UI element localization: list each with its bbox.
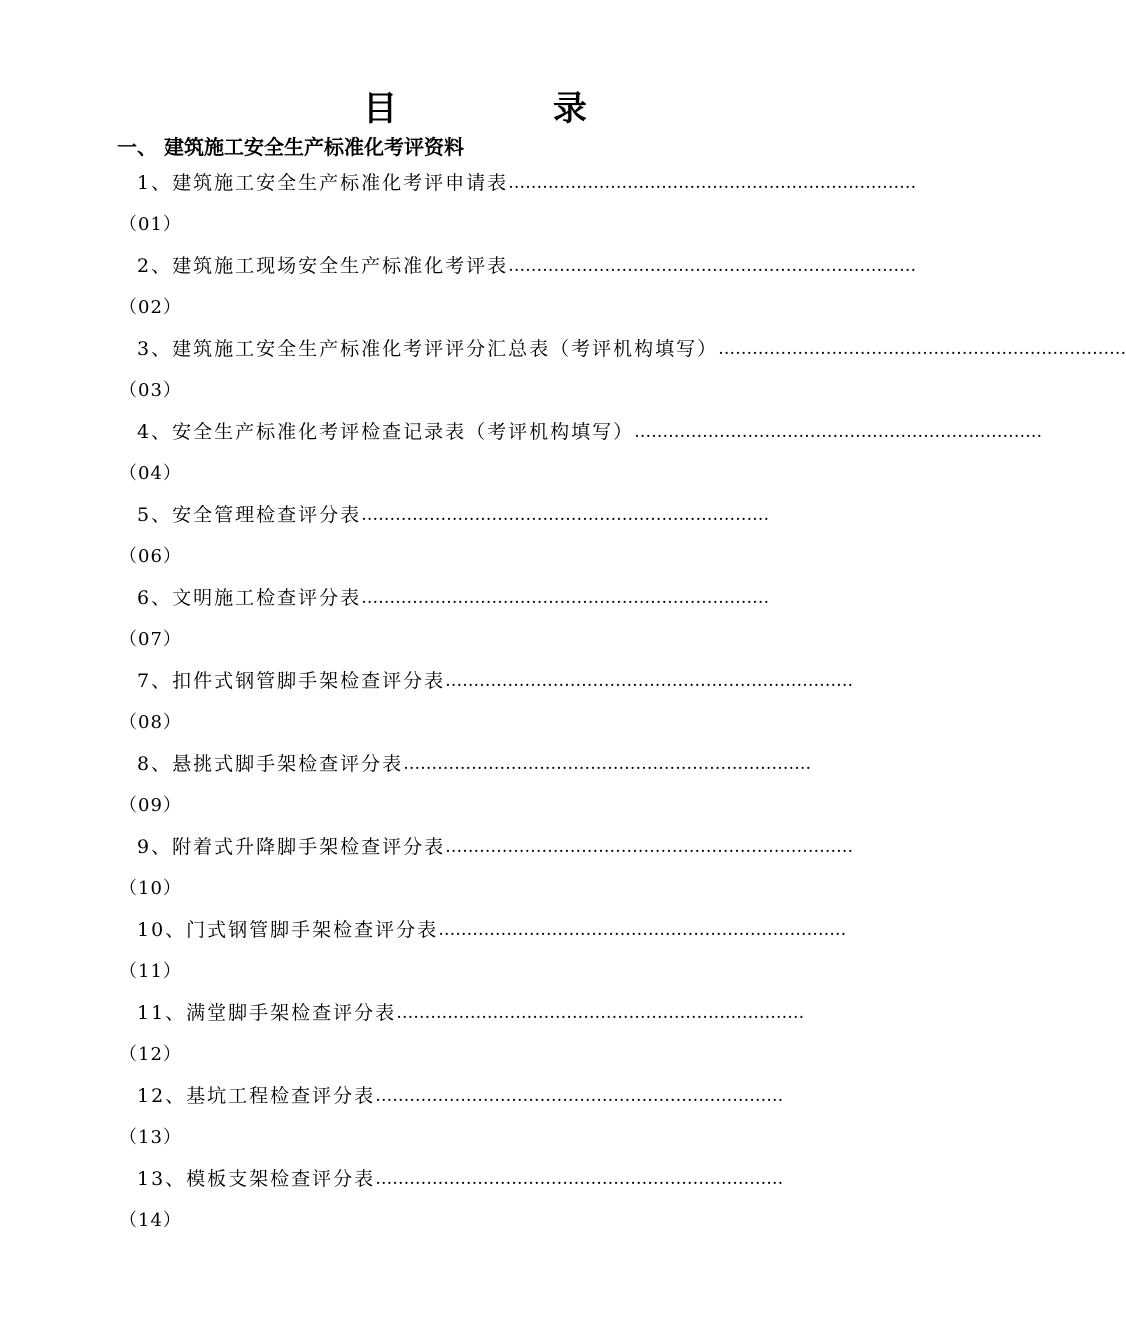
toc-entry-line [137, 914, 847, 946]
toc-entry [0, 997, 950, 1080]
toc-entry [0, 1163, 950, 1246]
toc-entry-line [137, 167, 917, 199]
toc-entry-page-number: （08） [119, 712, 182, 733]
toc-entry-title: 9、附着式升降脚手架检查评分表 [137, 836, 446, 858]
toc-entry [0, 333, 1126, 416]
toc-entry-page-number: （12） [119, 1044, 182, 1065]
toc-entry [0, 499, 950, 582]
toc-dot-leader: ……………………………………………………………… [445, 837, 854, 857]
toc-entry-page-number: （11） [119, 961, 182, 982]
toc-entry-line [137, 665, 854, 697]
toc-entry-line [137, 1080, 830, 1112]
toc-entry-title: 4、安全生产标准化考评检查记录表（考评机构填写） [137, 421, 635, 443]
toc-entry-title: 8、悬挑式脚手架检查评分表 [137, 753, 404, 775]
toc-entry-title: 3、建筑施工安全生产标准化考评评分汇总表（考评机构填写） [137, 338, 719, 360]
toc-entry-page-number: （13） [119, 1127, 182, 1148]
toc-dot-leader: ……………………………………………………………… [445, 671, 854, 691]
toc-entry-title: 11、满堂脚手架检查评分表 [137, 1002, 397, 1024]
toc-entry [0, 582, 950, 665]
toc-entry-page-number: （04） [119, 463, 182, 484]
toc-entry-title: 13、模板支架检查评分表 [137, 1168, 376, 1190]
toc-entry-page-number: （10） [119, 878, 182, 899]
toc-entry-line [137, 1163, 830, 1195]
toc-entry-line [137, 997, 830, 1029]
toc-entry-page-number: （07） [119, 629, 182, 650]
toc-entry-line [137, 582, 830, 614]
toc-entry-title: 2、建筑施工现场安全生产标准化考评表 [137, 255, 509, 277]
toc-entry-line [137, 831, 854, 863]
toc-entry-title: 6、文明施工检查评分表 [137, 587, 362, 609]
toc-dot-leader: ……………………………………………………………… [508, 173, 917, 193]
page-title: 目 录 [363, 89, 659, 129]
toc-dot-leader: ……………………………………………………………… [396, 1003, 805, 1023]
toc-dot-leader: ……………………………………………………………… [375, 1086, 784, 1106]
toc-entry-line [137, 499, 830, 531]
toc-entry [0, 831, 950, 914]
toc-entry-page-number: （03） [119, 380, 182, 401]
toc-entry-line [137, 416, 1043, 448]
toc-entry [0, 914, 950, 997]
toc-entry-page-number: （02） [119, 297, 182, 318]
toc-entry [0, 167, 950, 250]
toc-entry-title: 10、门式钢管脚手架检查评分表 [137, 919, 439, 941]
toc-entry-line [137, 333, 1126, 365]
section-heading: 一、 建筑施工安全生产标准化考评资料 [117, 135, 464, 159]
toc-dot-leader: ……………………………………………………………… [361, 588, 770, 608]
toc-dot-leader: ……………………………………………………………… [361, 505, 770, 525]
toc-entry-page-number: （01） [119, 214, 182, 235]
toc-entry [0, 416, 1043, 499]
toc-entry-line [137, 250, 917, 282]
toc-entry-line [137, 748, 830, 780]
toc-dot-leader: ……………………………………………………………… [438, 920, 847, 940]
toc-dot-leader: ……………………………………………………………… [634, 422, 1043, 442]
toc-entry [0, 748, 950, 831]
toc-entry-title: 1、建筑施工安全生产标准化考评申请表 [137, 172, 509, 194]
toc-entry-title: 7、扣件式钢管脚手架检查评分表 [137, 670, 446, 692]
toc-entry [0, 1080, 950, 1163]
toc-dot-leader: ……………………………………………………………… [718, 339, 1126, 359]
toc-entry-page-number: （14） [119, 1210, 182, 1231]
toc-entry-page-number: （09） [119, 795, 182, 816]
toc-entry [0, 250, 950, 333]
toc-dot-leader: ……………………………………………………………… [375, 1169, 784, 1189]
toc-entry-page-number: （06） [119, 546, 182, 567]
toc-entry [0, 665, 950, 748]
toc-entry-title: 12、基坑工程检查评分表 [137, 1085, 376, 1107]
toc-entry-title: 5、安全管理检查评分表 [137, 504, 362, 526]
toc-dot-leader: ……………………………………………………………… [508, 256, 917, 276]
toc-dot-leader: ……………………………………………………………… [403, 754, 812, 774]
